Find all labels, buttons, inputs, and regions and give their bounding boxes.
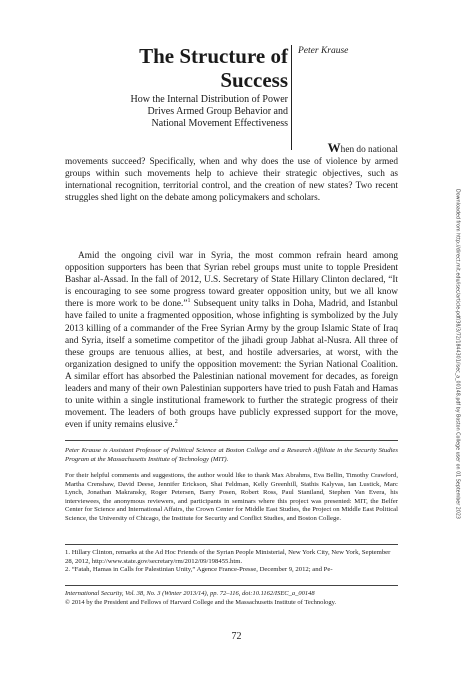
- drop-cap: W: [327, 140, 341, 155]
- footnotes-divider: [65, 544, 398, 545]
- footnote-ref-1[interactable]: 1: [187, 298, 191, 305]
- title-line-1: The Structure of: [139, 44, 288, 68]
- journal-citation: [65, 590, 398, 607]
- author-name: Peter Krause: [298, 46, 349, 56]
- journal-info: International Security, Vol. 38, No. 3 (Winter 2013/14), pp. 72–116, doi:10.1162/ISEC_a_00148: [65, 590, 315, 597]
- copyright-notice: © 2014 by the President and Fellows of Harvard College and the Massachusetts Institute of Technology.: [65, 598, 337, 606]
- article-title: [100, 44, 288, 92]
- download-watermark: [452, 84, 462, 624]
- subtitle-line-2: Drives Armed Group Behavior and: [147, 106, 288, 117]
- paragraph-2-text-a: Amid the ongoing civil war in Syria, the most common refrain heard among opposition supporters has been that Syrian rebel groups must unite to topple President Bashar al-Assad. In the fall of 2012, U.S. Secretary of State Hillary Clinton declared, “It is encouraging to see some progress toward greater opposition unity, but we all know there is more work to be done.”: [65, 251, 398, 310]
- title-line-2: Success: [220, 68, 288, 92]
- acknowledgments: For their helpful comments and suggestions, the author would like to thank Max Abrahms, Eva Bellin, Timothy Crawford, Martha Crenshaw, David Deese, Jennifer Erickson, Shai Feldman, Kelly Greenhill, Stathis Kalyvas, Ian Lustick, Marc Lynch, Jonathan Makransky, Roger Petersen, Barry Posen, Robert Ross, Paul Staniland, Stephen Van Evera, his interviewees, the anonymous reviewers, and participants in seminars where this project was presented: MIT, the Belfer Center for Science and International Affairs, the Crown Center for Middle East Studies, the Project on Middle East Political Science, the University of Chicago, the Institute for Security and Conflict Studies, and Boston College.: [65, 472, 398, 522]
- notes-divider: [65, 440, 398, 441]
- footer-divider: [65, 585, 398, 586]
- paragraph-2: [65, 250, 398, 431]
- footnotes: [65, 549, 398, 575]
- subtitle-line-3: National Movement Effectiveness: [151, 118, 288, 129]
- subtitle-line-1: How the Internal Distribution of Power: [130, 94, 288, 105]
- paragraph-1-lead: hen do national: [340, 145, 398, 155]
- footnote-1: 1. Hillary Clinton, remarks at the Ad Hoc Friends of the Syrian People Ministerial, New York City, New York, September 28, 2012, http://www.state.gov/secretary/rm/2012/09/198455.htm.: [65, 549, 391, 565]
- author-affiliation: Peter Krause is Assistant Professor of Political Science at Boston College and a Research Affiliate in the Security Studies Program at the Massachusetts Institute of Technology (MIT).: [65, 447, 398, 463]
- footnote-2: 2. “Fatah, Hamas in Calls for Palestinian Unity,” Agence France-Presse, December 9, 2012; and Pe-: [65, 566, 333, 574]
- paragraph-1-text: movements succeed? Specifically, when and why does the use of violence by armed groups within such movements help to achieve their strategic objectives, such as international recognition, territorial control, and the creation of new states? Two recent struggles shed light on the debate among policymakers and scholars.: [65, 157, 398, 204]
- footnote-ref-2[interactable]: 2: [174, 419, 178, 426]
- paragraph-1: [65, 142, 398, 204]
- download-note: Downloaded from http://direct.mit.edu/isec/article-pdf/38/3/72/1844301/isec_a_00148.pdf by Boston College user on 01 September 2023: [454, 189, 460, 519]
- article-subtitle: [100, 94, 288, 130]
- page-number: 72: [231, 631, 242, 642]
- paragraph-2-text-b: Subsequent unity talks in Doha, Madrid, and Istanbul have failed to unite a fragmented opposition, whose infighting is symbolized by the July 2013 killing of a commander of the Free Syrian Army by the group Islamic State of Iraq and Syria, itself a sometime competitor of the jihadi group Jabhat al-Nusra. All three of these groups are tenuous allies, at best, and hostile adversaries, at worst, with the organization designed to unify the opposition movement: the Syrian National Coalition. A similar effort has absorbed the Palestinian national movement for decades, as foreign leaders and many of their own Palestinian supporters have tried to push Fatah and Hamas to unite within a single institutional framework to further the strategic progress of their movement. The leaders of both groups have publicly expressed support for the move, even if unity remains elusive.: [65, 299, 398, 431]
- title-divider: [291, 45, 292, 150]
